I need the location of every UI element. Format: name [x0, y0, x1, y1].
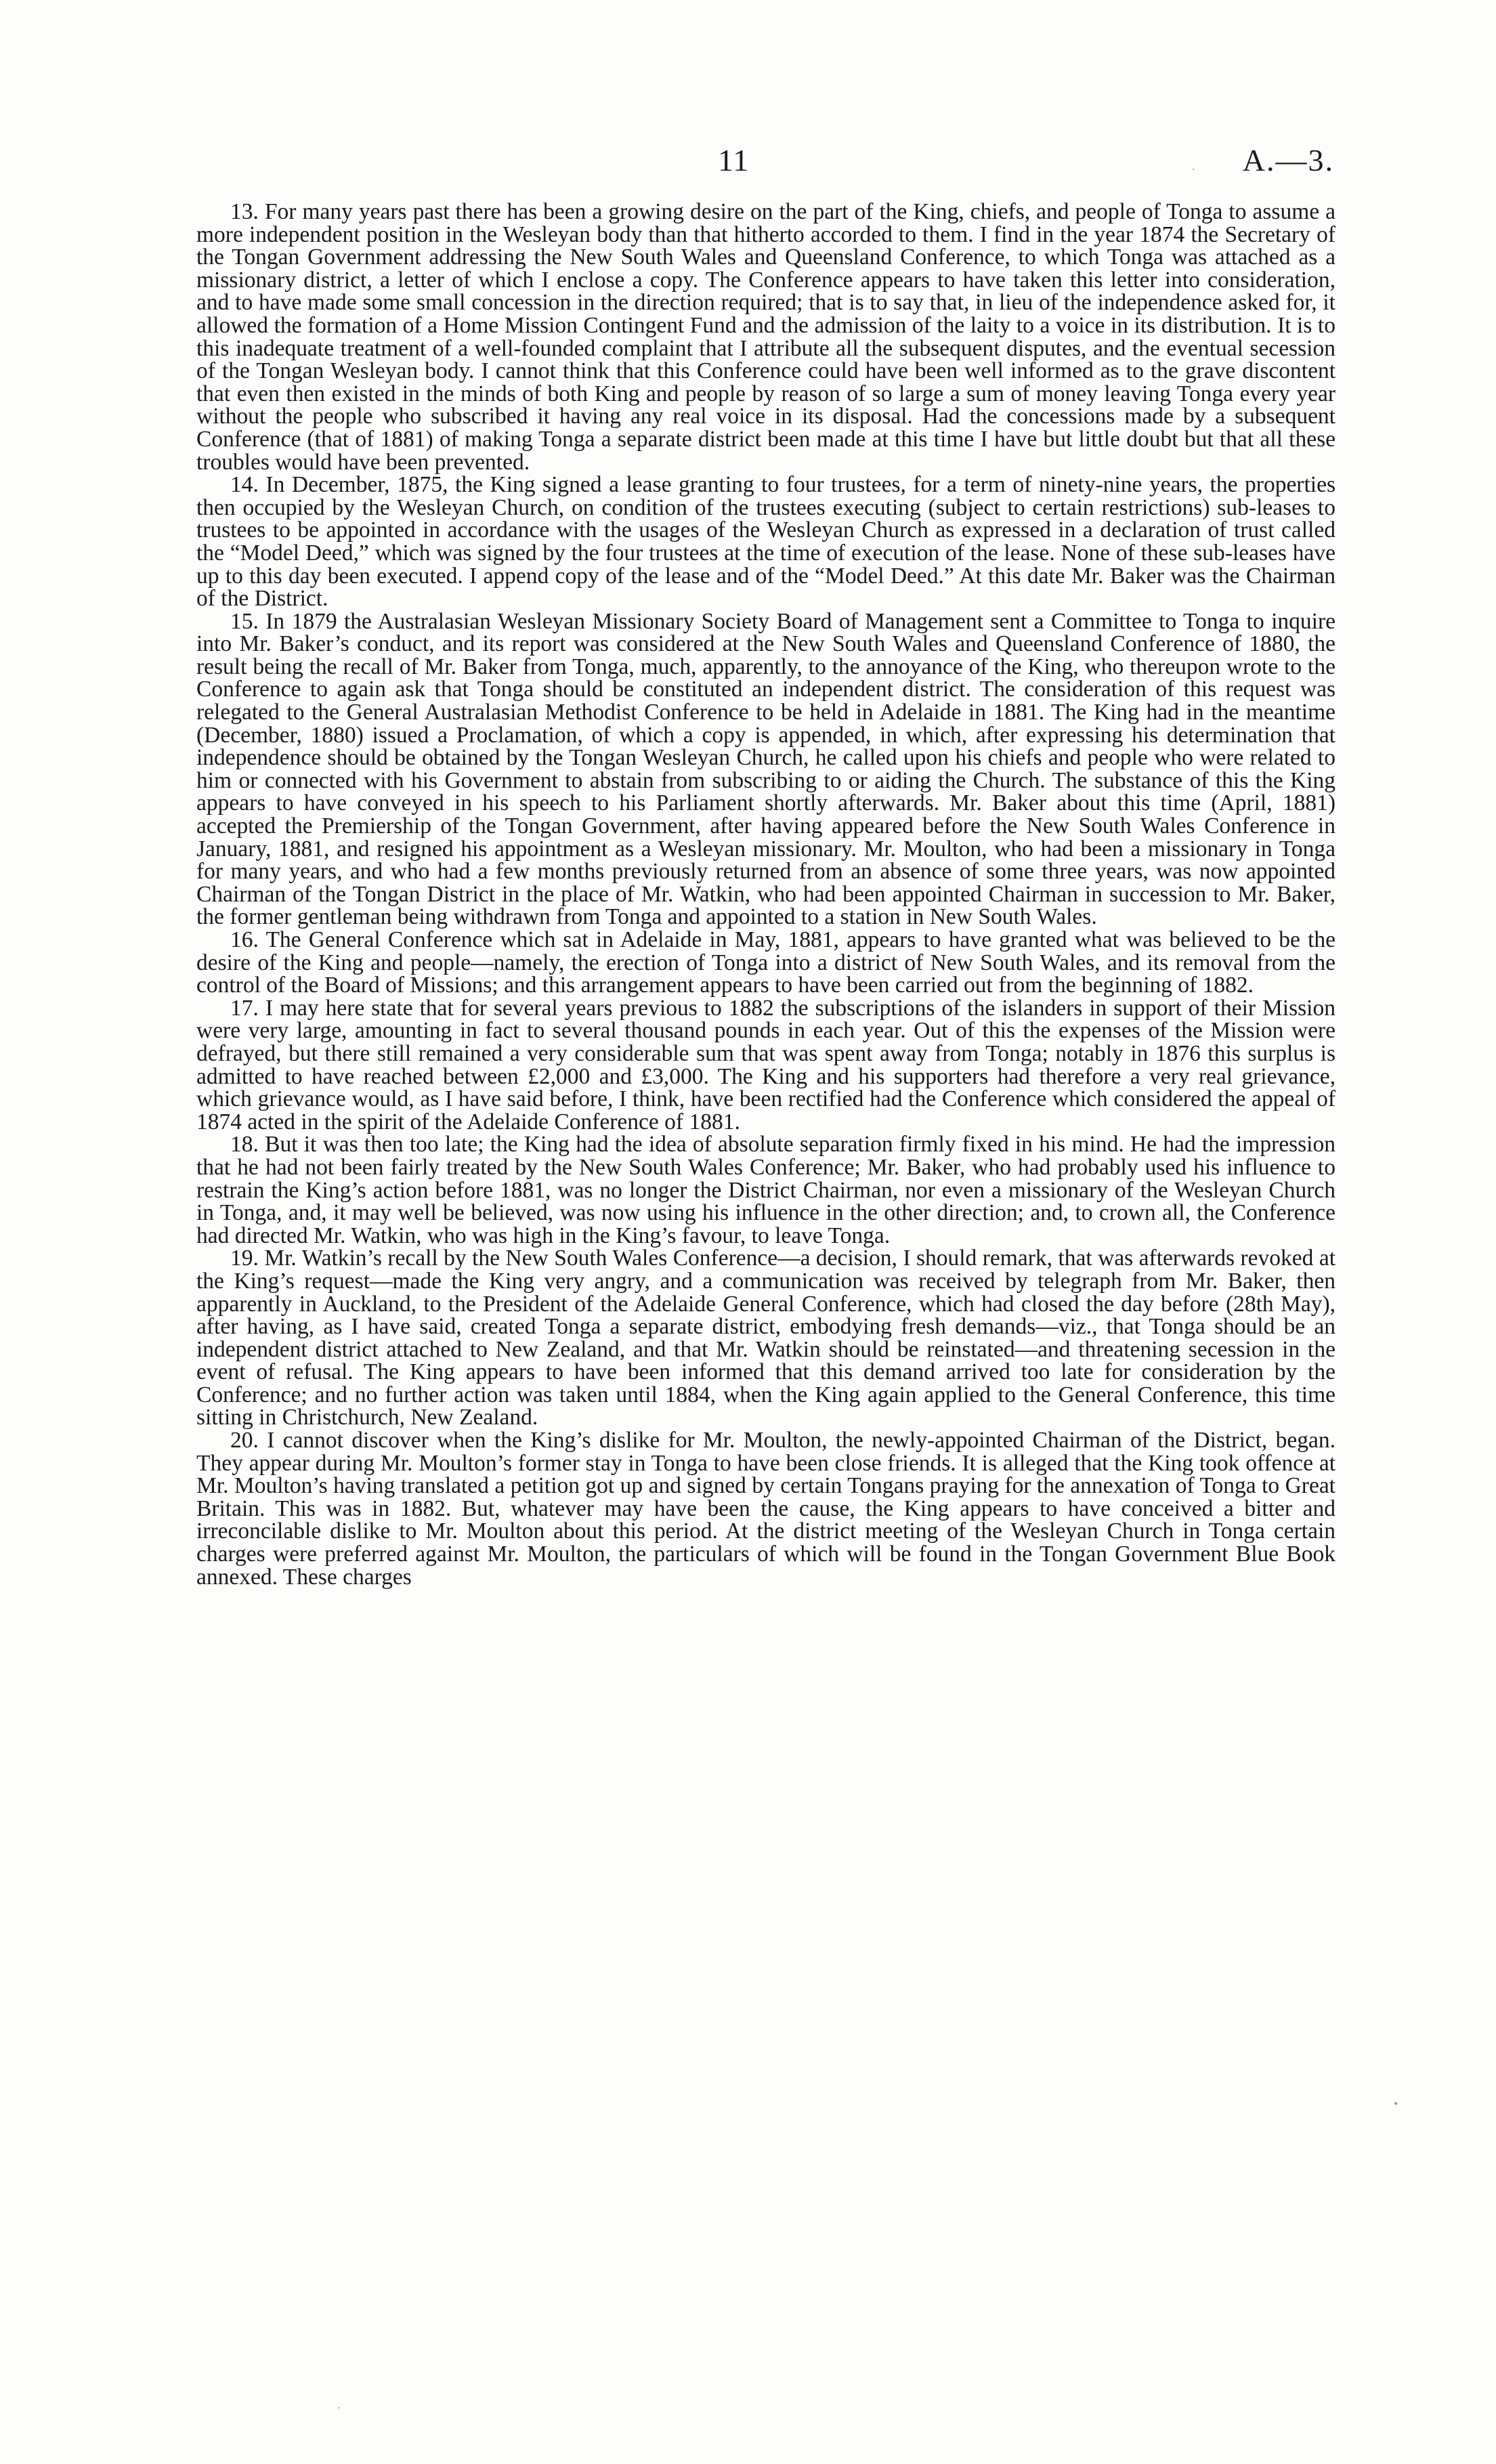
paragraph-18: 18. But it was then too late; the King had the idea of absolute separation firmly fixed in his mind. He had the impression that he had not been fairly treated by the New South Wales Conference; Mr. Baker, who had probably used his influence to restrain the King’s action before 1881, was no longer the District Chairman, nor even a missionary of the Wesleyan Church in Tonga, and, it may well be believed, was now using his influence in the other direction; and, to crown all, the Conference had directed Mr. Watkin, who was high in the King’s favour, to leave Tonga.	[196, 1132, 1335, 1248]
paragraph-15: 15. In 1879 the Australasian Wesleyan Missionary Society Board of Management sent a Committee to Tonga to inquire into Mr. Baker’s conduct, and its report was considered at the New South Wales and Queensland Conference of 1880, the result being the recall of Mr. Baker from Tonga, much, apparently, to the annoyance of the King, who thereupon wrote to the Conference to again ask that Tonga should be constituted an independent district. The consideration of this request was relegated to the General Australasian Methodist Conference to be held in Adelaide in 1881. The King had in the meantime (December, 1880) issued a Proclamation, of which a copy is appended, in which, after expressing his determination that independence should be obtained by the Tongan Wesleyan Church, he called upon his chiefs and people who were related to him or connected with his Government to abstain from subscribing to or aiding the Church. The substance of this the King appears to have conveyed in his speech to his Parliament shortly afterwards. Mr. Baker about this time (April, 1881) accepted the Premiership of the Tongan Government, after having appeared before the New South Wales Conference in January, 1881, and resigned his appointment as a Wesleyan missionary. Mr. Moulton, who had been a missionary in Tonga for many years, and who had a few months previously returned from an absence of some three years, was now appointed Chairman of the Tongan District in the place of Mr. Watkin, who had been appointed Chairman in succession to Mr. Baker, the former gentleman being withdrawn from Tonga and appointed to a station in New South Wales.	[196, 608, 1335, 930]
paragraph-20: 20. I cannot discover when the King’s dislike for Mr. Moulton, the newly-appointed Chairman of the District, began. They appear during Mr. Moulton’s former stay in Tonga to have been close friends. It is alleged that the King took offence at Mr. Moulton’s having translated a petition got up and signed by certain Tongans praying for the annexation of Tonga to Great Britain. This was in 1882. But, whatever may have been the cause, the King appears to have conceived a bitter and irreconcilable dislike to Mr. Moulton about this period. At the district meeting of the Wesleyan Church in Tonga certain charges were preferred against Mr. Moulton, the particulars of which will be found in the Tongan Government Blue Book annexed. These charges	[196, 1428, 1335, 1590]
document-body	[196, 200, 1335, 1588]
document-reference: A.—3.	[1242, 143, 1334, 177]
margin-mark: •	[1394, 2097, 1398, 2110]
paragraph-17: 17. I may here state that for several years previous to 1882 the subscriptions of the islanders in support of their Mission were very large, amounting in fact to several thousand pounds in each year. Out of this the expenses of the Mission were defrayed, but there still remained a very considerable sum that was spent away from Tonga; notably in 1876 this surplus is admitted to have reached between £2,000 and £3,000. The King and his supporters had therefore a very real grievance, which grievance would, as I have said before, I think, have been rectified had the Conference which considered the appeal of 1874 acted in the spirit of the Adelaide Conference of 1881.	[196, 995, 1335, 1134]
page-header	[196, 142, 1334, 183]
paragraph-13: 13. For many years past there has been a growing desire on the part of the King, chiefs, and people of Tonga to assume a more independent position in the Wesleyan body than that hitherto accorded to them. I find in the year 1874 the Secretary of the Tongan Government addressing the New South Wales and Queensland Conference, to which Tonga was attached as a missionary district, a letter of which I enclose a copy. The Conference appears to have taken this letter into consideration, and to have made some small concession in the direction required; that is to say that, in lieu of the independence asked for, it allowed the formation of a Home Mission Contingent Fund and the admission of the laity to a voice in its distribution. It is to this inadequate treatment of a well-founded complaint that I attribute all the subsequent disputes, and the eventual secession of the Tongan Wesleyan body. I cannot think that this Conference could have been well informed as to the grave discontent that even then existed in the minds of both King and people by reason of so large a sum of money leaving Tonga every year without the people who subscribed it having any real voice in its disposal. Had the concessions made by a subsequent Conference (that of 1881) of making Tonga a separate district been made at this time I have but little doubt but that all these troubles would have been prevented.	[196, 199, 1335, 475]
margin-mark: .	[1192, 159, 1195, 173]
page-number: 11	[718, 143, 750, 177]
margin-mark: .	[337, 2398, 341, 2411]
paragraph-16: 16. The General Conference which sat in Adelaide in May, 1881, appears to have granted what was believed to be the desire of the King and people—namely, the erection of Tonga into a district of New South Wales, and its removal from the control of the Board of Missions; and this arrangement appears to have been carried out from the beginning of 1882.	[196, 927, 1335, 998]
paragraph-14: 14. In December, 1875, the King signed a lease granting to four trustees, for a term of ninety-nine years, the properties then occupied by the Wesleyan Church, on condition of the trustees executing (subject to certain restrictions) sub-leases to trustees to be appointed in accordance with the usages of the Wesleyan Church as expressed in a declaration of trust called the “Model Deed,” which was signed by the four trustees at the time of execution of the lease. None of these sub-leases have up to this day been executed. I append copy of the lease and of the “Model Deed.” At this date Mr. Baker was the Chairman of the District.	[196, 472, 1335, 612]
paragraph-19: 19. Mr. Watkin’s recall by the New South Wales Conference—a decision, I should remark, that was afterwards revoked at the King’s request—made the King very angry, and a communication was received by telegraph from Mr. Baker, then apparently in Auckland, to the President of the Adelaide General Conference, which had closed the day before (28th May), after having, as I have said, created Tonga a separate district, embodying fresh demands—viz., that Tonga should be an independent district attached to New Zealand, and that Mr. Watkin should be reinstated—and threatening secession in the event of refusal. The King appears to have been informed that this demand arrived too late for consideration by the Conference; and no further action was taken until 1884, when the King again applied to the General Conference, this time sitting in Christchurch, New Zealand.	[196, 1246, 1335, 1430]
